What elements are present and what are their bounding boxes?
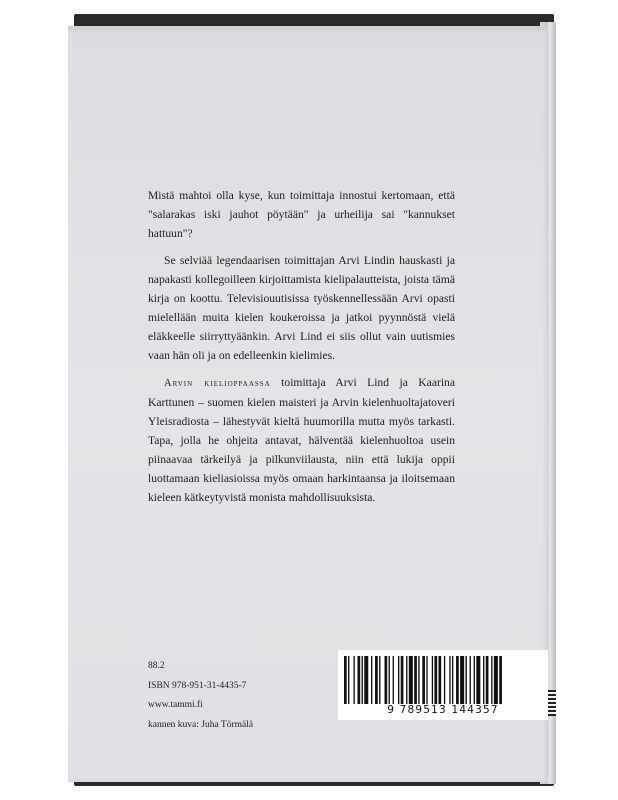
barcode-bar [344, 656, 347, 704]
blurb-text [148, 186, 455, 515]
barcode-bar [398, 656, 399, 704]
barcode [338, 650, 548, 720]
barcode-bar [474, 656, 475, 704]
barcode-bar [418, 656, 419, 704]
class-code: 88.2 [148, 661, 165, 671]
barcode-bar [434, 656, 437, 704]
barcode-bar [409, 656, 413, 704]
blurb-paragraph-1: Mistä mahtoi olla kyse, kun toimittaja innostui kertomaan, että "salarakas iski jauhot pöytään" ja urheilija sai "kannukset hattuun"? [148, 189, 455, 240]
barcode-bar [499, 656, 502, 704]
barcode-bars [342, 656, 544, 704]
spine-barcode-mark [548, 690, 556, 716]
blurb-paragraph-3 [148, 373, 455, 507]
barcode-bar [375, 656, 378, 704]
isbn-text: ISBN 978-951-31-4435-7 [148, 680, 247, 691]
barcode-bar [362, 656, 363, 704]
barcode-bar [494, 656, 498, 704]
blurb-paragraph-3-body: toimittaja Arvi Lind ja Kaarina Karttunen – suomen kielen maisteri ja Arvin kielenhuoltajatoveri Yleisradiosta – lähestyvät kieltä huumorilla mutta myös tarkasti. Tapa, jolla he ohjeita antavat, hälventää kielenhuoltoa usein piinaavaa tärkeilyä ja pilkunviilausta, niin että lukija oppii luottamaan kieliasioissa myös omaan harkintaansa ja iloitsemaan kieleen kätkeytyvistä monista mahdollisuuksista. [148, 376, 455, 504]
barcode-bar [432, 656, 433, 704]
barcode-bar [470, 656, 471, 704]
barcode-bar [452, 656, 453, 704]
barcode-bar [483, 656, 484, 704]
barcode-bar [466, 656, 467, 704]
barcode-bar [414, 656, 417, 704]
book-title-smallcaps: Arvin kielioppaassa [164, 378, 271, 389]
barcode-bar [406, 656, 407, 704]
blurb-paragraph-2: Se selviää legendaarisen toimittajan Arvi Lindin hauskasti ja napakasti kollegoilleen kirjoittamista kielipalautteista, joista tämä kirja on koottu. Televisiouutisissa työskennellessään Arvi opasti mielellään muita kielen koukeroissa ja jatkoi pyynnöstä vielä eläkkeelle siirryttyäänkin. Arvi Lind ei siis ollut vain uutismies vaan hän oli ja on edelleenkin kielimies. [148, 254, 455, 362]
barcode-digits: 9 789513 144357 [387, 704, 499, 716]
barcode-bar [393, 656, 394, 704]
barcode-bar [348, 656, 349, 704]
barcode-bar [486, 656, 489, 704]
barcode-bar [422, 656, 425, 704]
barcode-bar [491, 656, 492, 704]
barcode-bar [364, 656, 368, 704]
barcode-bar [476, 656, 480, 704]
barcode-bar [371, 656, 372, 704]
barcode-bar [449, 656, 450, 704]
cover-credit: kannen kuva: Juha Törmälä [148, 719, 254, 730]
barcode-bar [401, 656, 404, 704]
barcode-bar [439, 656, 442, 704]
barcode-bar [444, 656, 445, 704]
publisher-url: www.tammi.fi [148, 700, 203, 710]
barcode-bar [385, 656, 388, 704]
barcode-bar [460, 656, 464, 704]
barcode-bar [353, 656, 354, 704]
barcode-bar [379, 656, 380, 704]
barcode-bar [358, 656, 361, 704]
publication-info [148, 657, 253, 735]
barcode-bar [389, 656, 390, 704]
barcode-bar [456, 656, 459, 704]
barcode-bar [426, 656, 427, 704]
